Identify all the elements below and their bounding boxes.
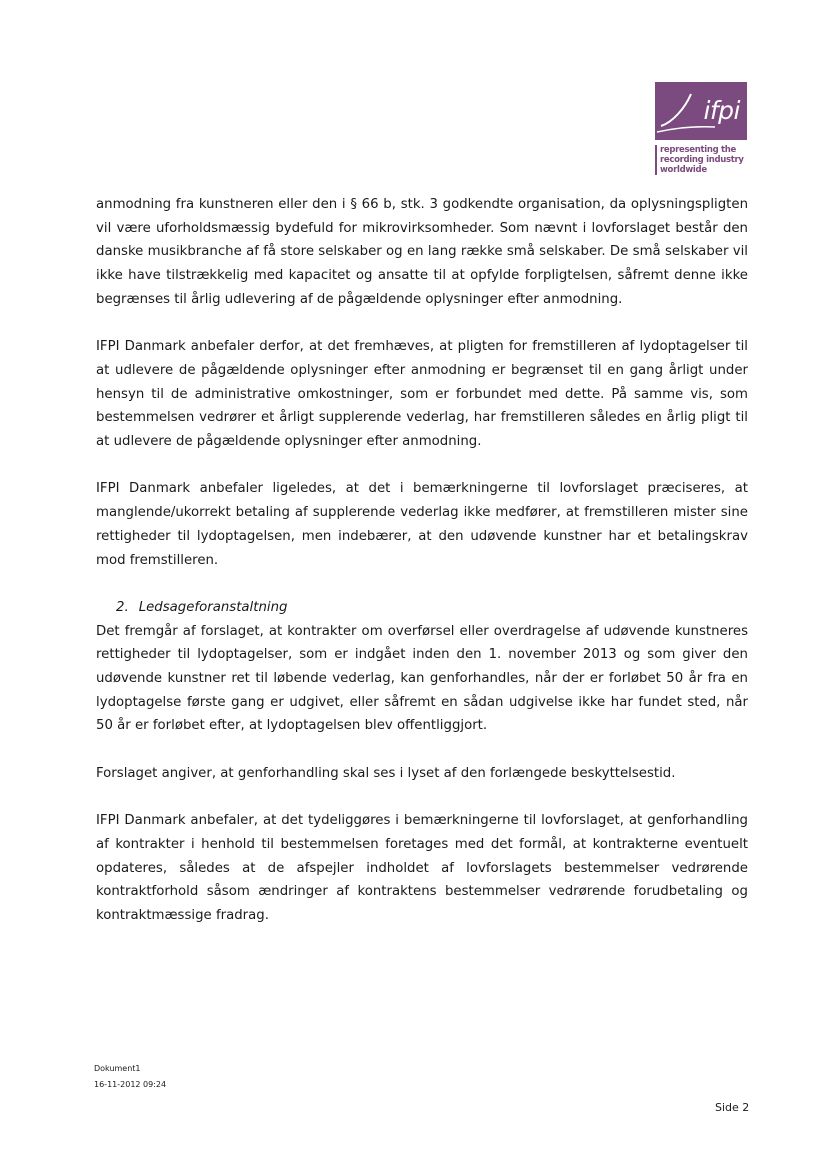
logo-tagline — [655, 145, 760, 175]
body-paragraph: IFPI Danmark anbefaler derfor, at det fremhæves, at pligten for fremstilleren af lydoptagelser til at udlevere de pågældende oplysninger efter anmodning er begrænset til en gang årligt under hensyn til de administrative omkostninger, som er forbundet med dette. På samme vis, som bestemmelsen vedrører et årligt supplerende vederlag, har fremstilleren således en årlig pligt til at udlevere de pågældende oplysninger efter anmodning. — [96, 339, 748, 450]
tagline-line: recording industry — [660, 155, 744, 165]
body-paragraph: IFPI Danmark anbefaler ligeledes, at det i bemærkningerne til lovforslaget præciseres, at manglende/ukorrekt betaling af supplerende vederlag ikke medfører, at fremstilleren mister sine rettigheder til lydoptagelsen, men indebærer, at den udøvende kunstner har et betalingskrav mod fremstilleren. — [96, 481, 748, 568]
body-paragraph: anmodning fra kunstneren eller den i § 66 b, stk. 3 godkendte organisation, da oplysningspligten vil være uforholdsmæssig bydefuld for mikrovirksomheder. Som nævnt i lovforslaget består den danske musikbranche af få store selskaber og en lang række små selskaber. De små selskaber vil ikke have tilstrækkelig med kapacitet og ansatte til at opfylde forpligtelsen, såfremt denne ikke begrænses til årlig udlevering af de pågældende oplysninger efter anmodning. — [96, 197, 748, 307]
page-number: Side 2 — [715, 1101, 750, 1114]
tagline-line: worldwide — [660, 165, 707, 175]
ifpi-logo — [655, 82, 747, 140]
document-timestamp: 16-11-2012 09:24 — [94, 1080, 167, 1089]
section-paragraph: Forslaget angiver, at genforhandling skal ses i lyset af den forlængede beskyttelsestid. — [96, 765, 676, 781]
tagline-line: representing the — [660, 145, 737, 155]
footer-document-info — [94, 1061, 166, 1093]
section-title: Ledsageforanstaltning — [138, 599, 288, 615]
section-paragraph: Det fremgår af forslaget, at kontrakter om overførsel eller overdragelse af udøvende kunstneres rettigheder til lydoptagelser, som er indgået inden den 1. november 2013 og som giver den udøvende kunstner ret til løbende vederlag, kan genforhandles, når der er forløbet 50 år fra en lydoptagelse første gang er udgivet, eller såfremt en sådan udgivelse ikke har fundet sted, når 50 år er forløbet efter, at lydoptagelsen blev offentliggjort. — [96, 623, 748, 734]
section-paragraph: IFPI Danmark anbefaler, at det tydeliggøres i bemærkningerne til lovforslaget, at genforhandling af kontrakter i henhold til bestemmelsen foretages med det formål, at kontrakterne eventuelt opdateres, således at de afspejler indholdet af lovforslagets bestemmelser vedrørende kontraktforhold såsom ændringer af kontraktens bestemmelser vedrørende forudbetaling og kontraktmæssige fradrag. — [96, 813, 748, 924]
document-body — [96, 193, 748, 951]
section-heading — [116, 596, 748, 620]
document-name: Dokument1 — [94, 1064, 141, 1073]
section-number: 2. — [116, 599, 129, 615]
logo-wordmark: ifpi — [703, 96, 740, 125]
